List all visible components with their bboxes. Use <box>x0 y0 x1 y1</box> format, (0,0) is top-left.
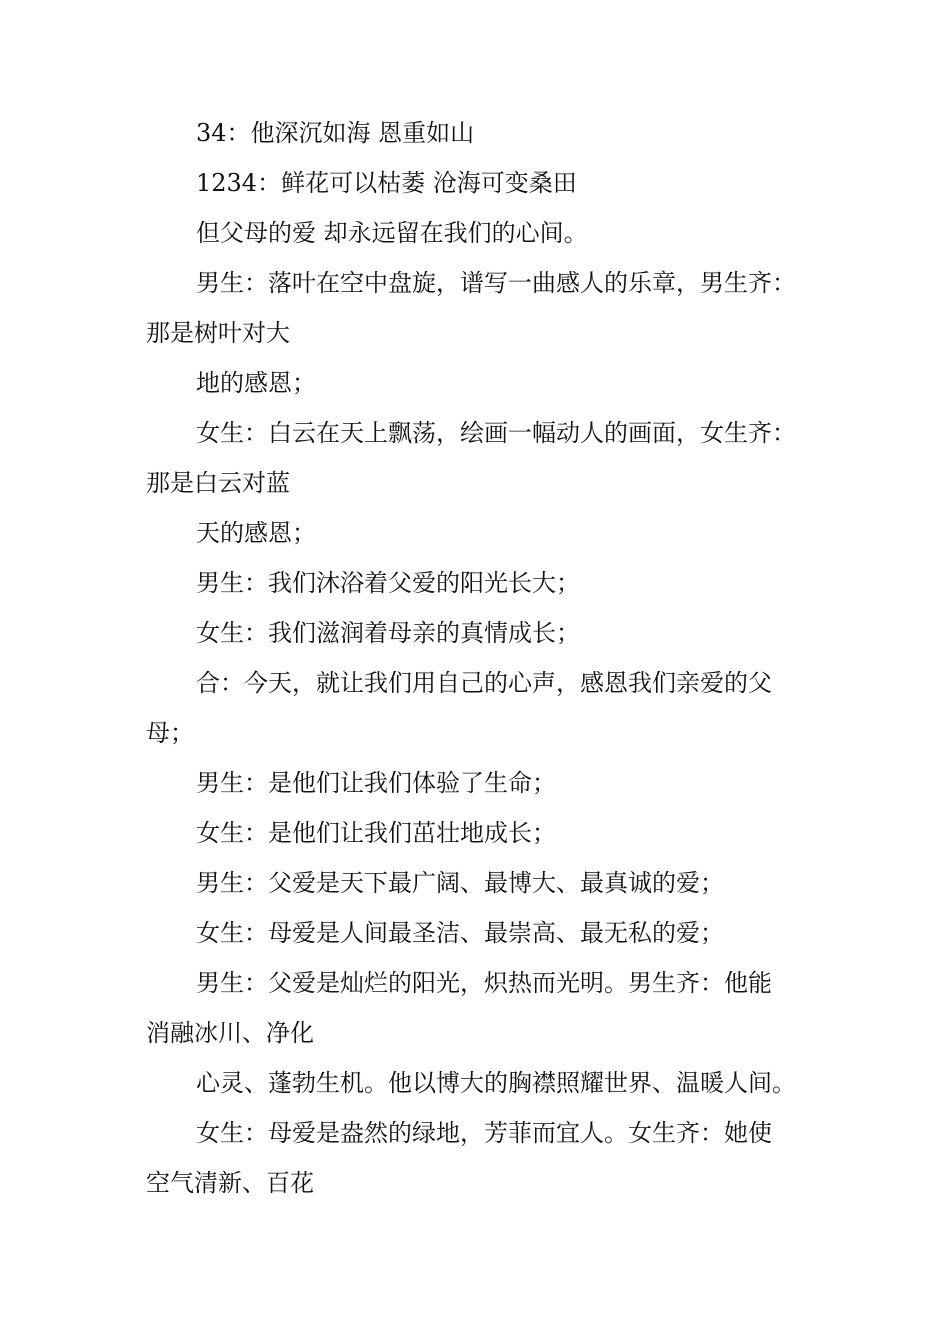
text-line: 那是白云对蓝 <box>146 469 290 497</box>
text-line: 空气清新、百花 <box>146 1169 314 1197</box>
text-line: 34：他深沉如海 恩重如山 <box>196 119 475 147</box>
text-line: 女生：白云在天上飘荡，绘画一幅动人的画面，女生齐： <box>196 419 796 447</box>
text-line: 女生：我们滋润着母亲的真情成长； <box>196 619 580 647</box>
text-line: 地的感恩； <box>196 369 316 397</box>
text-line: 合：今天，就让我们用自己的心声，感恩我们亲爱的父 <box>196 669 772 697</box>
text-line: 1234：鲜花可以枯萎 沧海可变桑田 <box>196 169 577 197</box>
text-line: 心灵、蓬勃生机。他以博大的胸襟照耀世界、温暖人间。 <box>196 1069 796 1097</box>
text-line: 女生：母爱是人间最圣洁、最崇高、最无私的爱； <box>196 919 724 947</box>
document-body <box>146 108 810 1208</box>
text-line: 男生：是他们让我们体验了生命； <box>196 769 556 797</box>
text-line: 男生：落叶在空中盘旋，谱写一曲感人的乐章，男生齐： <box>196 269 796 297</box>
text-line: 消融冰川、净化 <box>146 1019 314 1047</box>
text-line: 男生：父爱是灿烂的阳光，炽热而光明。男生齐：他能 <box>196 969 772 997</box>
text-line: 天的感恩； <box>196 519 316 547</box>
text-line: 女生：是他们让我们茁壮地成长； <box>196 819 556 847</box>
text-line: 那是树叶对大 <box>146 319 290 347</box>
text-line: 男生：我们沐浴着父爱的阳光长大； <box>196 569 580 597</box>
text-line: 男生：父爱是天下最广阔、最博大、最真诚的爱； <box>196 869 724 897</box>
text-line: 母； <box>146 719 194 747</box>
text-line: 但父母的爱 却永远留在我们的心间。 <box>196 219 588 247</box>
text-line: 女生：母爱是盎然的绿地，芳菲而宜人。女生齐：她使 <box>196 1119 772 1147</box>
